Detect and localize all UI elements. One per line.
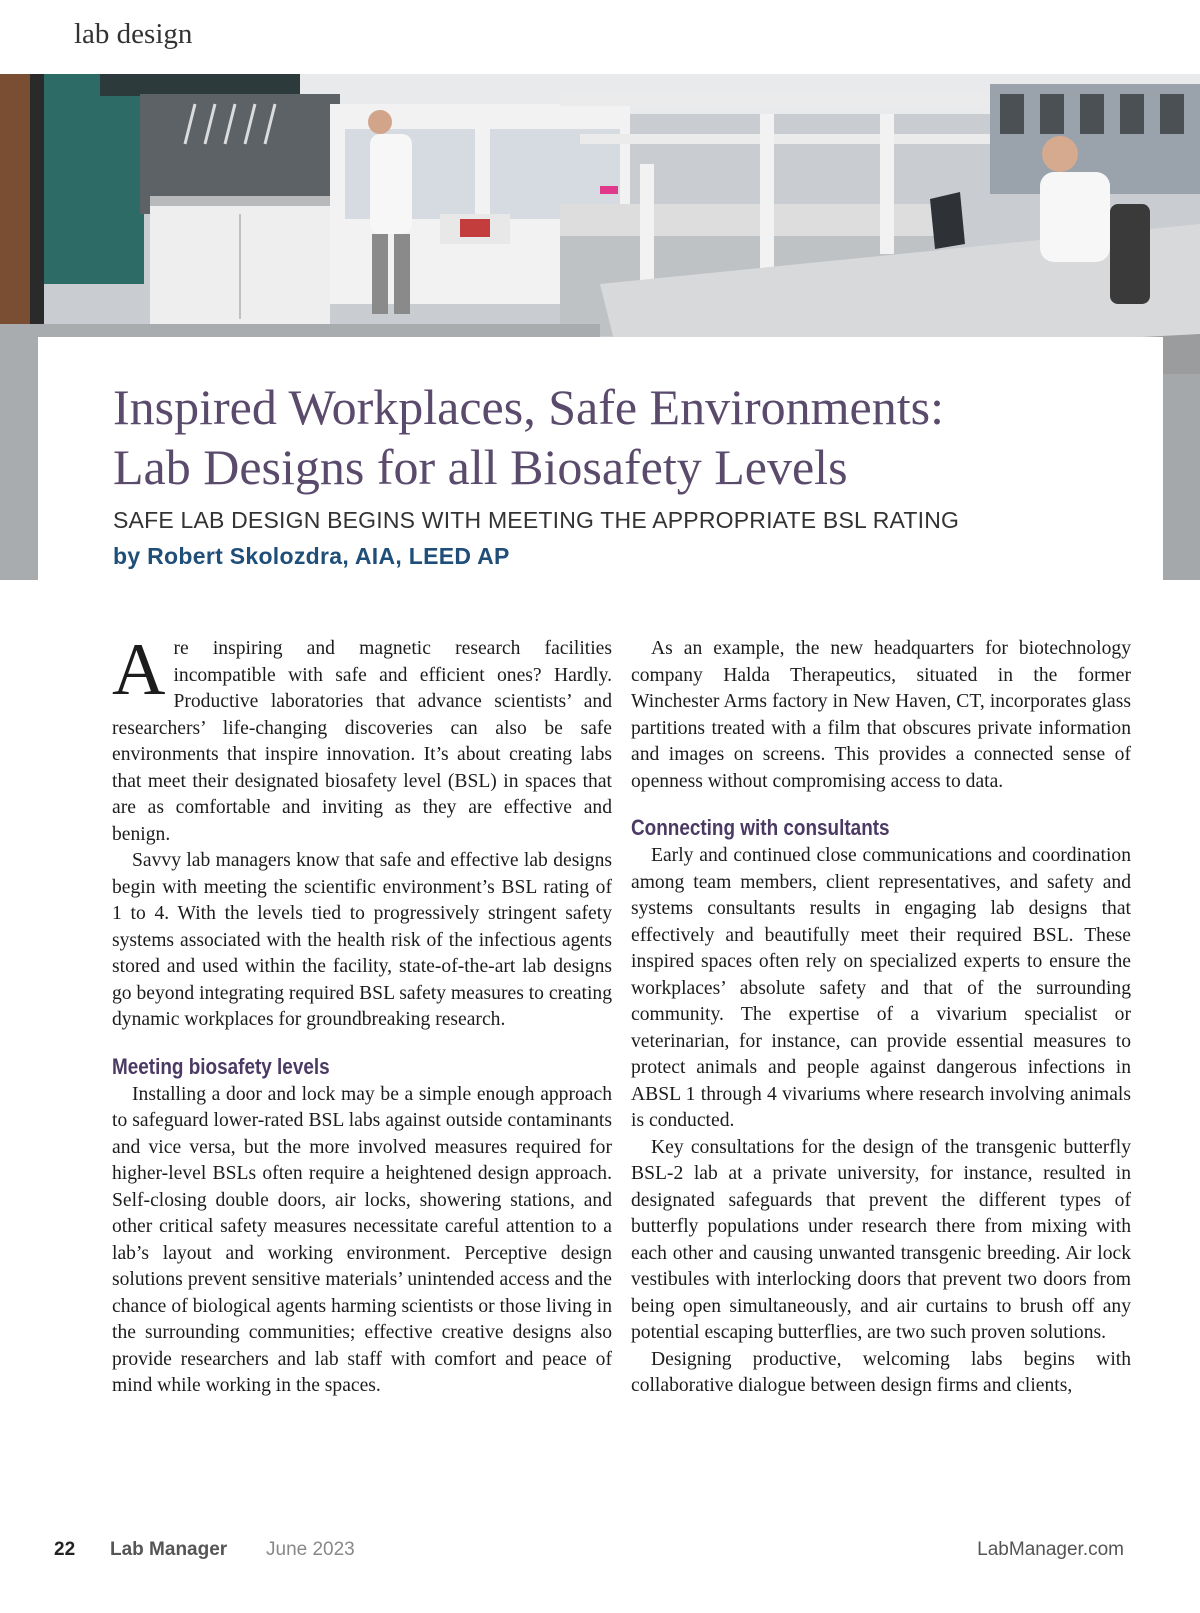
- article-byline: by Robert Skolozdra, AIA, LEED AP: [113, 543, 510, 569]
- drop-cap: A: [112, 629, 166, 711]
- website-link[interactable]: LabManager.com: [977, 1539, 1124, 1560]
- title-line-2: Lab Designs for all Biosafety Levels: [113, 439, 848, 495]
- paragraph: Designing productive, welcoming labs begins with collaborative dialogue between design firms and clients,: [631, 1348, 1131, 1396]
- paragraph: Key consultations for the design of the transgenic butterfly BSL-2 lab at a private university, for instance, resulted in designated safeguards that prevent the different types of butterfly populations under research there from mixing with each other and causing unwanted transgenic breeding. Air lock vestibules with interlocking doors that prevent two doors from being open simultaneously, and air curtains to brush off any potential escaping butterflies, are two such proven solutions.: [631, 1136, 1131, 1343]
- section-label: lab design: [74, 18, 193, 50]
- article-title: [113, 377, 1153, 497]
- paragraph: Early and continued close communications and coordination among team members, client representatives, and safety and systems consultants results in engaging lab designs that effectively and beautifully meet their required BSL. These inspired spaces often rely on specialized experts to ensure the workplaces’ absolute safety and that of the surrounding community. The expertise of a vivarium specialist or veterinarian, for instance, can provide essential measures to protect animals and people against dangerous infections in ABSL 1 through 4 vivariums where research involving animals is conducted.: [631, 845, 1131, 1131]
- magazine-name: Lab Manager: [110, 1539, 228, 1560]
- section-heading: Connecting with consultants: [631, 815, 890, 840]
- article-subtitle: SAFE LAB DESIGN BEGINS WITH MEETING THE APPROPRIATE BSL RATING: [113, 507, 960, 533]
- title-line-1: Inspired Workplaces, Safe Environments:: [113, 379, 944, 435]
- left-column: [112, 629, 612, 1400]
- issue-date: June 2023: [266, 1539, 355, 1560]
- paragraph: Savvy lab managers know that safe and effective lab designs begin with meeting the scientific environment’s BSL rating of 1 to 4. With the levels tied to progressively stringent safety systems associated with the health risk of the infectious agents stored and used within the facility, state-of-the-art lab designs go beyond integrating required BSL safety measures to creating dynamic workplaces for groundbreaking research.: [112, 850, 612, 1030]
- page-footer: [0, 1539, 1200, 1571]
- paragraph: [112, 629, 612, 848]
- paragraph: Installing a door and lock may be a simple enough approach to safeguard lower-rated BSL labs against outside contaminants and vice versa, but the more involved measures required for higher-level BSLs often require a heightened design approach. Self-closing double doors, air locks, showering stations, and other critical safety measures necessitate careful attention to a lab’s layout and working environment. Perceptive design solutions prevent sensitive materials’ unintended access and the chance of biological agents harming scientists or those living in the surrounding communities; effective creative designs also provide researchers and lab staff with comfort and peace of mind while working in the spaces.: [112, 1083, 612, 1396]
- section-heading: Meeting biosafety levels: [112, 1053, 330, 1079]
- paragraph: As an example, the new headquarters for biotechnology company Halda Therapeutics, situated in the former Winchester Arms factory in New Haven, CT, incorporates glass partitions treated with a film that obscures private information and images on screens. This provides a connected sense of openness without compromising access to data.: [631, 638, 1131, 792]
- right-column: [631, 636, 1131, 1400]
- paragraph-text: re inspiring and magnetic research facilities incompatible with safe and efficient ones? Hardly. Productive laboratories that advance scientists’ and researchers’ life-changing discoveries can also be safe environments that inspire innovation. It’s about creating labs that meet their designated biosafety level (BSL) in spaces that are as comfortable and inviting as they are effective and benign.: [112, 638, 612, 845]
- title-box: [38, 337, 1163, 580]
- page-number: 22: [54, 1539, 76, 1560]
